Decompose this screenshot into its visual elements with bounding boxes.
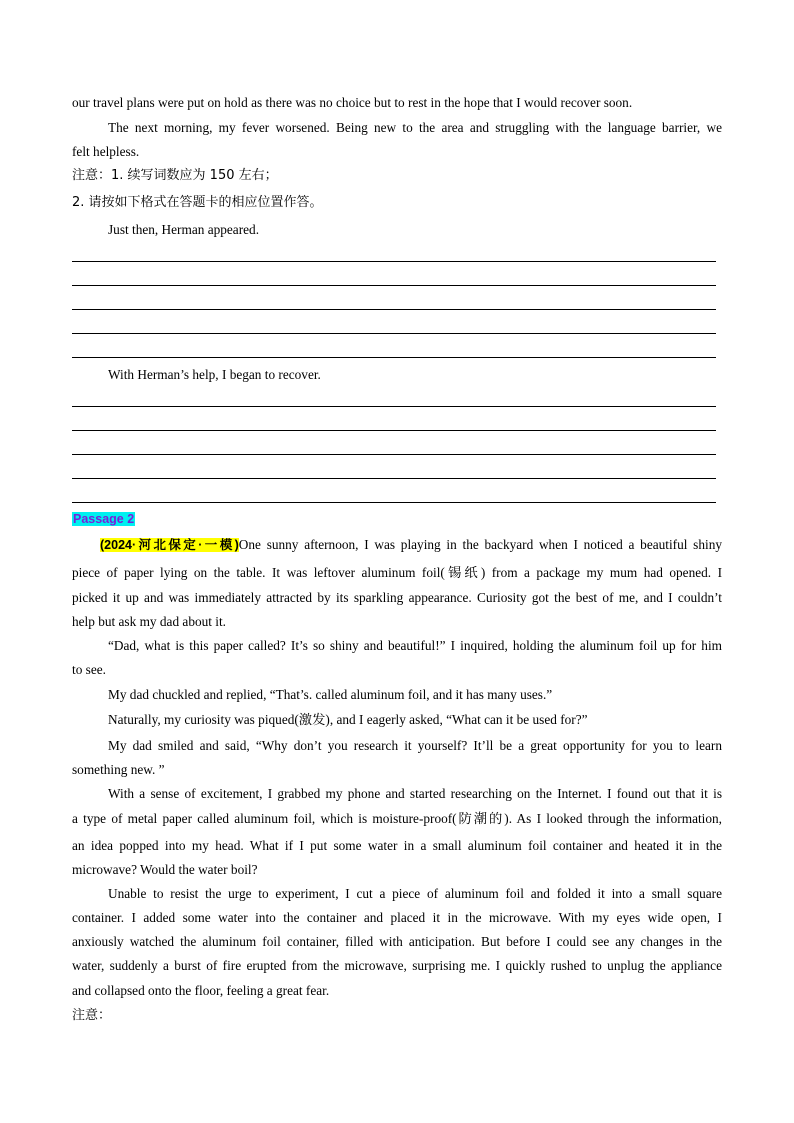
passage-label: Passage 2 xyxy=(73,512,135,526)
passage-heading xyxy=(72,511,722,527)
paragraph-line: water, suddenly a burst of fire erupted from the microwave, surprising me. I quickly rushed to unplug the appliance xyxy=(72,958,722,973)
paragraph-line: “Dad, what is this paper called? It’s so shiny and beautiful!” I inquired, holding the aluminum foil up for him xyxy=(108,638,722,653)
paragraph-line: With a sense of excitement, I grabbed my phone and started researching on the Internet. I found out that it is xyxy=(108,786,722,801)
paragraph-line: to see. xyxy=(72,662,106,677)
paragraph-line: felt helpless. xyxy=(72,144,140,159)
answer-line xyxy=(72,357,716,358)
paragraph-line: and collapsed onto the floor, feeling a great fear. xyxy=(72,983,330,998)
paragraph-line: My dad smiled and said, “Why don’t you research it yourself? It’ll be a great opportunity for you to learn xyxy=(108,738,722,753)
paragraph-line: container. I added some water into the container and placed it in the microwave. With my eyes wide open, I xyxy=(72,910,722,925)
paragraph-line: My dad chuckled and replied, “That’s. called aluminum foil, and it has many uses.” xyxy=(108,687,553,702)
source-tag: (2024·河北保定·一模) xyxy=(100,538,239,552)
writing-prompt-2: With Herman’s help, I began to recover. xyxy=(108,367,321,382)
answer-line xyxy=(72,478,716,479)
answer-line xyxy=(72,430,716,431)
paragraph-line: anxiously watched the aluminum foil container, filled with anticipation. But before I could see any changes in the xyxy=(72,934,722,949)
paragraph-line: Unable to resist the urge to experiment, I cut a piece of aluminum foil and folded it into a small square xyxy=(108,886,722,901)
answer-line xyxy=(72,285,716,286)
paragraph-line: The next morning, my fever worsened. Being new to the area and struggling with the language barrier, we xyxy=(108,120,722,135)
document-page xyxy=(72,0,722,1123)
paragraph-line: (2024·河北保定·一模)One sunny afternoon, I was playing in the backyard when I noticed a beautiful shiny xyxy=(100,537,722,552)
paragraph-line: picked it up and was immediately attracted by its sparkling appearance. Curiosity got the best of me, and I couldn’t xyxy=(72,590,722,605)
answer-line xyxy=(72,261,716,262)
note-label: 注意： xyxy=(72,1008,112,1023)
answer-line xyxy=(72,406,716,407)
paragraph-line: microwave? Would the water boil? xyxy=(72,862,258,877)
paragraph-line: something new. ” xyxy=(72,762,165,777)
answer-line xyxy=(72,454,716,455)
writing-prompt-1: Just then, Herman appeared. xyxy=(108,222,260,237)
paragraph-line: a type of metal paper called aluminum foil, which is moisture-proof(防潮的). As I looked through the information, xyxy=(72,811,722,826)
paragraph-line: piece of paper lying on the table. It was leftover aluminum foil(锡纸) from a package my mum had opened. I xyxy=(72,565,722,580)
paragraph-line: an idea popped into my head. What if I put some water in a small aluminum foil container and heated it in the xyxy=(72,838,722,853)
answer-line xyxy=(72,309,716,310)
paragraph-line: Naturally, my curiosity was piqued(激发), and I eagerly asked, “What can it be used for?” xyxy=(108,712,588,727)
answer-line xyxy=(72,333,716,334)
note-line-1: 注意：1. 续写词数应为 150 左右； xyxy=(72,168,278,183)
paragraph-line: help but ask my dad about it. xyxy=(72,614,226,629)
note-line-2: 2. 请按如下格式在答题卡的相应位置作答。 xyxy=(72,195,323,210)
answer-line xyxy=(72,502,716,503)
paragraph-end: our travel plans were put on hold as there was no choice but to rest in the hope that I would recover soon. xyxy=(72,95,633,110)
